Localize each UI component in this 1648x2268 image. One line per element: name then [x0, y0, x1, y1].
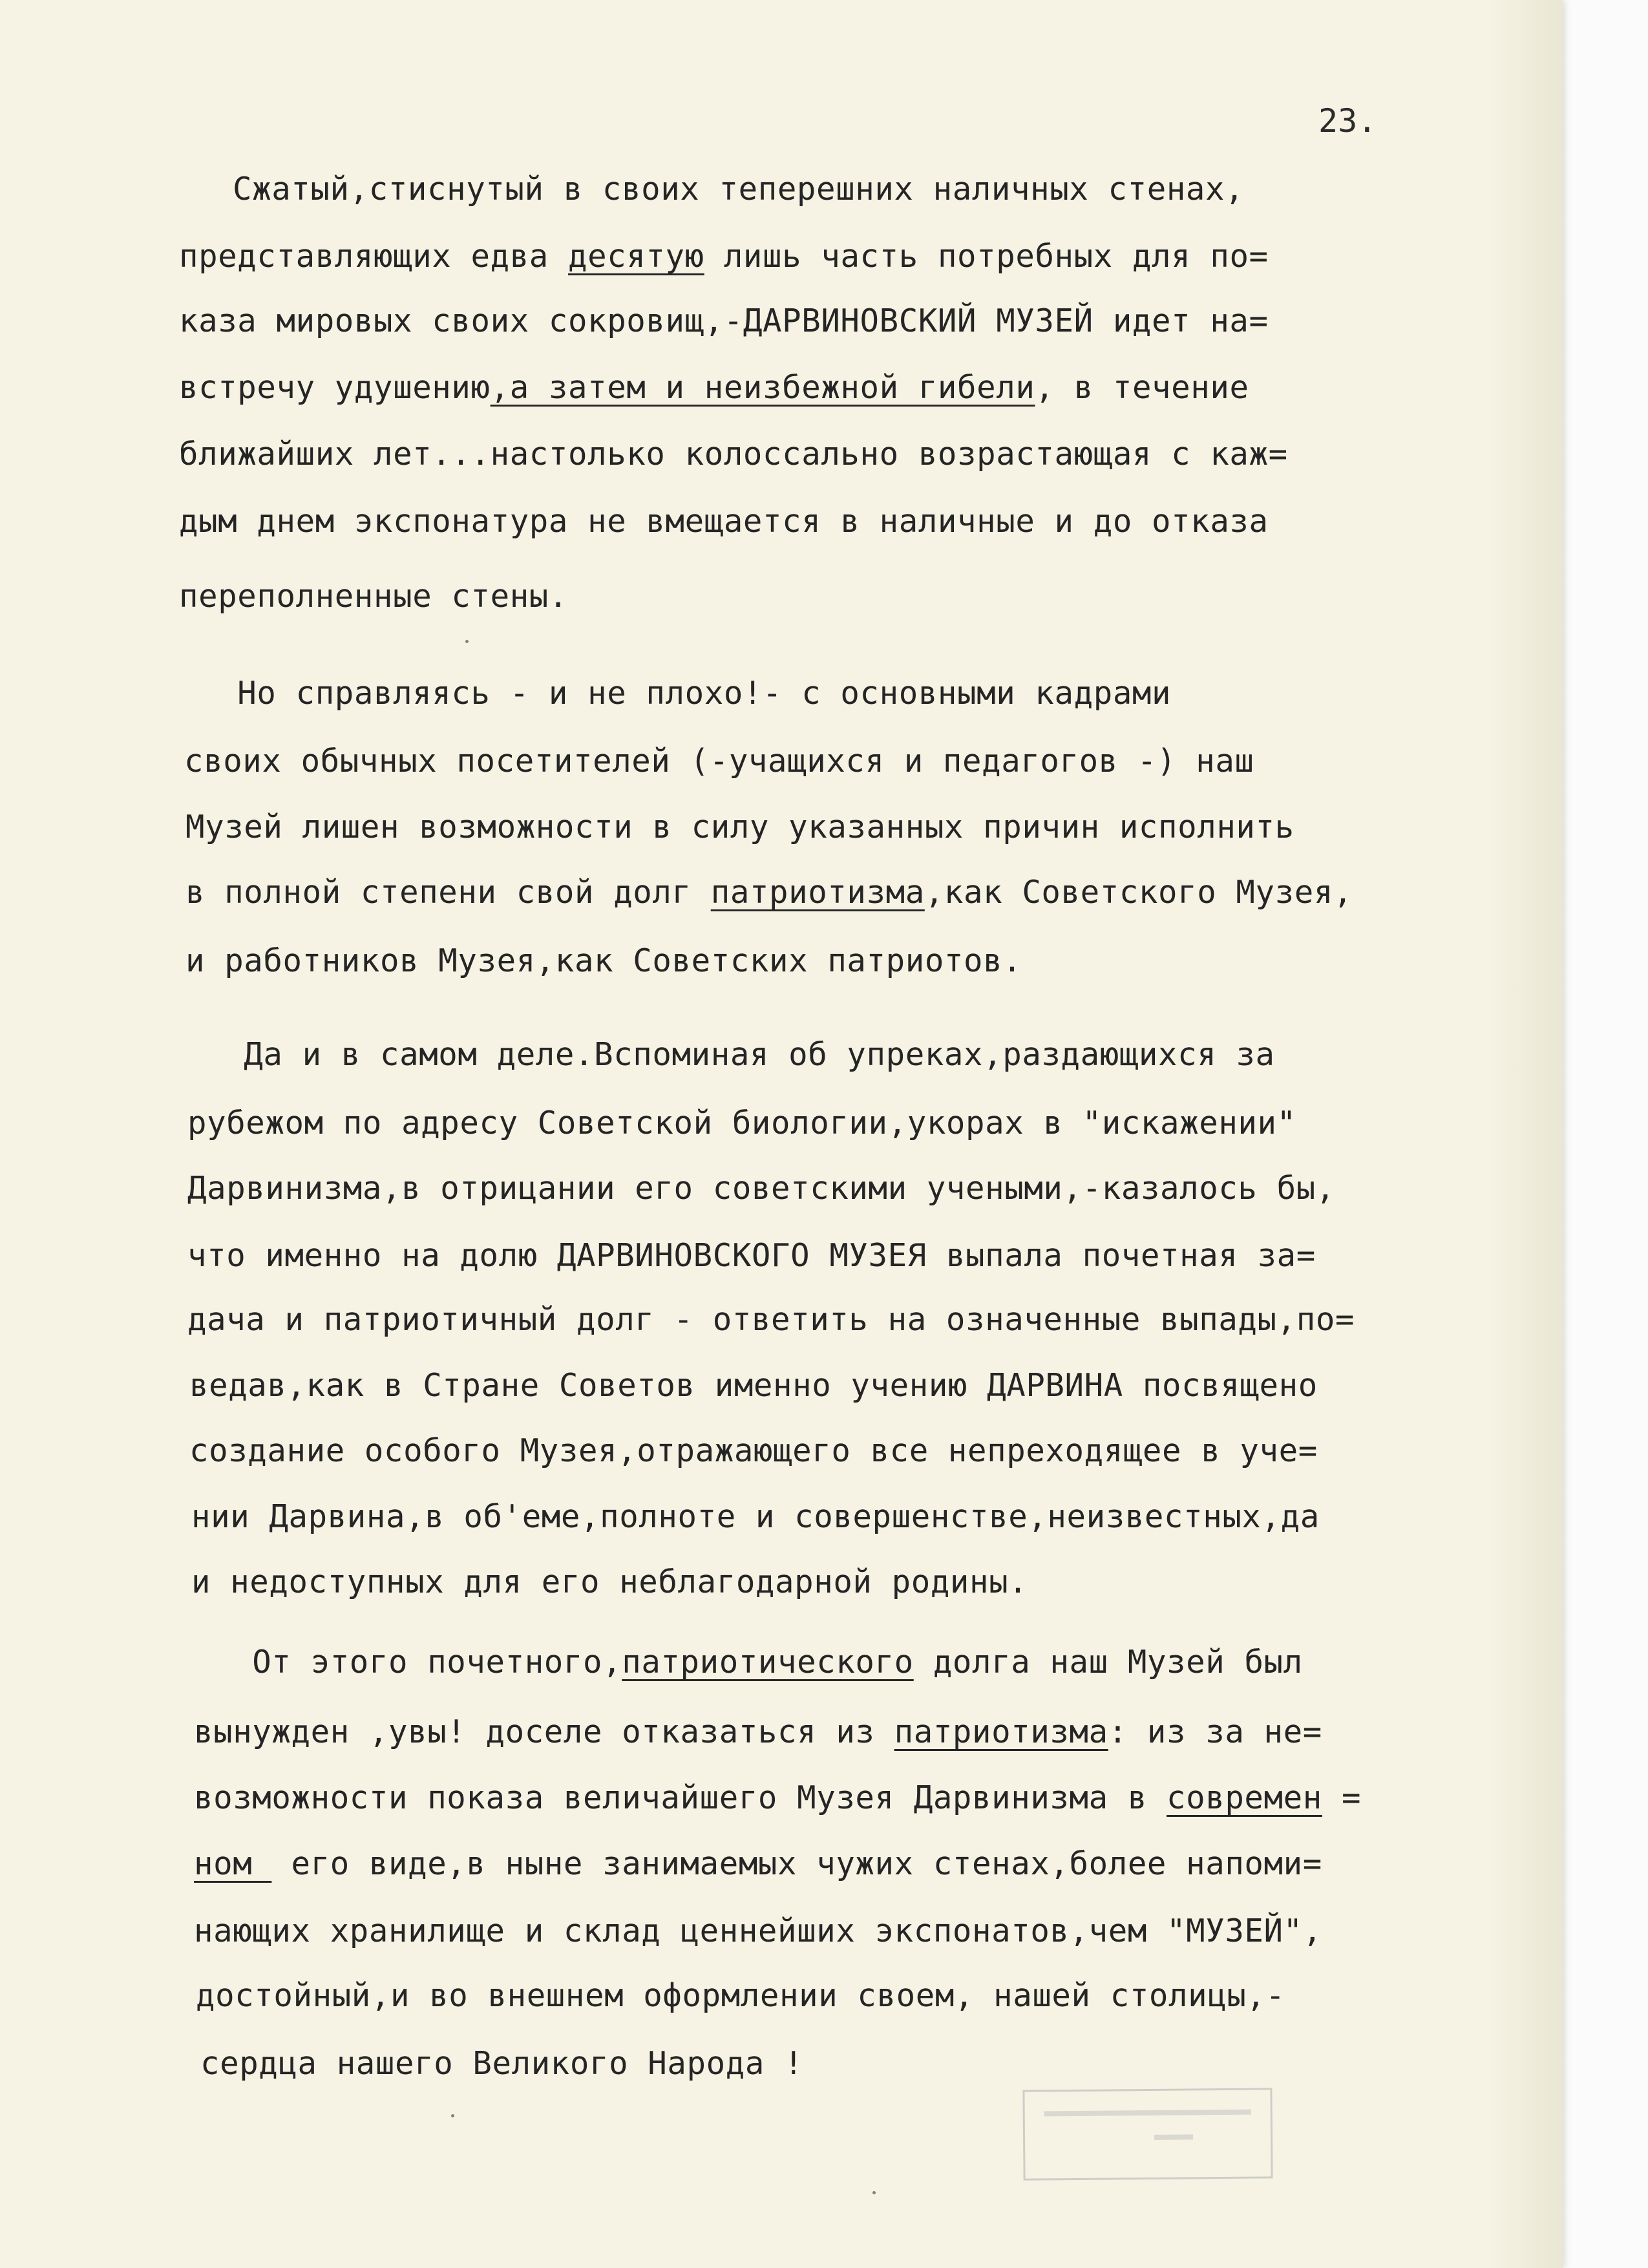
text-segment: Да и в самом деле.Вспоминая об упреках,раздающихся за [185, 1036, 1275, 1073]
text-segment: создание особого Музея,отражающего все непреходящее в уче= [189, 1432, 1318, 1469]
text-line [179, 503, 1269, 540]
text-segment: = [1322, 1779, 1362, 1816]
underlined-segment: патриотизма [894, 1713, 1108, 1750]
text-segment: Дарвинизма,в отрицании его советскими учеными,-казалось бы, [187, 1170, 1335, 1207]
text-segment: встречу удушению [179, 369, 491, 406]
text-line [189, 1432, 1318, 1469]
text-line [179, 578, 569, 615]
text-segment: нии Дарвина,в об'еме,полноте и совершенстве,неизвестных,да [191, 1498, 1320, 1535]
text-line [194, 1779, 1362, 1816]
text-line [194, 1845, 1322, 1882]
text-segment: что именно на долю ДАРВИНОВСКОГО МУЗЕЯ выпала почетная за= [187, 1237, 1316, 1274]
text-segment: дача и патриотичный долг - ответить на означенные выпады,по= [187, 1301, 1355, 1338]
text-segment: ведав,как в Стране Советов именно учению ДАРВИНА посвящено [189, 1367, 1318, 1404]
text-line [179, 438, 1288, 470]
text-line [185, 874, 1353, 911]
text-segment: представляющих едва [179, 238, 569, 275]
text-line [184, 745, 1254, 777]
text-line [179, 369, 1249, 406]
text-segment: ,как Советского Музея, [924, 874, 1353, 911]
ink-speck [872, 2191, 876, 2194]
text-segment: вынужден ,увы! доселе отказаться из [194, 1713, 894, 1750]
underlined-segment: ,а затем и неизбежной гибели [490, 369, 1035, 406]
text-segment: в полной степени свой долг [185, 874, 711, 911]
underlined-segment: десятую [568, 238, 704, 275]
text-line [194, 1646, 1303, 1678]
text-segment: : из за не= [1108, 1713, 1322, 1750]
text-line [179, 675, 1172, 712]
text-line [187, 1107, 1296, 1139]
text-line [196, 1977, 1285, 2014]
text-line [187, 1301, 1355, 1338]
text-line [187, 1237, 1316, 1274]
text-line [179, 238, 1269, 275]
text-segment: своих обычных посетителей (-учащихся и педагогов -) наш [184, 743, 1254, 779]
text-segment: , в течение [1035, 369, 1249, 406]
text-line [185, 811, 1294, 843]
text-segment: и недоступных для его неблагодарной родины. [191, 1563, 1028, 1600]
text-line [194, 1713, 1322, 1750]
text-line [200, 2045, 804, 2082]
text-line [187, 1170, 1335, 1207]
text-line [179, 302, 1269, 339]
text-segment: достойный,и во внешнем оформлении своем, нашей столицы,- [196, 1977, 1285, 2014]
paper-edge-shadow [1486, 0, 1563, 2268]
text-segment: дым днем экспонатура не вмещается в наличные и до отказа [179, 503, 1269, 540]
text-segment: ближайших лет...настолько колоссально возрастающая с каж= [179, 436, 1288, 472]
text-line [191, 1498, 1320, 1535]
text-line [189, 1367, 1318, 1404]
text-segment: возможности показа величайшего Музея Дарвинизма в [194, 1779, 1167, 1816]
text-segment: От этого почетного, [194, 1644, 622, 1680]
text-line [191, 1563, 1028, 1600]
text-segment: его виде,в ныне занимаемых чужих стенах,более напоми= [271, 1845, 1322, 1882]
text-segment: переполненные стены. [179, 578, 569, 615]
page-number: 23. [1318, 102, 1377, 140]
text-segment: рубежом по адресу Советской биологии,укорах в "искажении" [187, 1105, 1296, 1141]
text-line [233, 173, 1244, 205]
text-line [194, 1915, 1322, 1947]
underlined-segment: патриотического [622, 1644, 914, 1680]
archive-stamp [1022, 2088, 1273, 2180]
text-segment: и работников Музея,как Советских патриотов. [185, 942, 1022, 979]
underlined-segment: патриотизма [710, 874, 925, 911]
stamp-line [1154, 2134, 1193, 2140]
text-segment: лишь часть потребных для по= [704, 238, 1269, 275]
text-segment: нающих хранилище и склад ценнейших экспонатов,чем "МУЗЕЙ", [194, 1913, 1322, 1949]
text-segment: Сжатый,стиснутый в своих теперешних наличных стенах, [233, 171, 1245, 207]
underlined-segment: ном [194, 1845, 272, 1882]
text-line [185, 942, 1022, 979]
text-segment: каза мировых своих сокровищ,-ДАРВИНОВСКИЙ МУЗЕЙ идет на= [179, 302, 1269, 339]
underlined-segment: современ [1167, 1779, 1322, 1816]
text-line [185, 1036, 1275, 1073]
stamp-line [1044, 2110, 1251, 2117]
ink-speck [451, 2114, 454, 2117]
text-segment: долга наш Музей был [913, 1644, 1303, 1680]
ink-speck [465, 640, 469, 643]
text-segment: Но справляясь - и не плохо!- с основными кадрами [179, 675, 1172, 712]
text-segment: Музей лишен возможности в силу указанных причин исполнить [185, 809, 1294, 845]
text-segment: сердца нашего Великого Народа ! [200, 2045, 804, 2082]
